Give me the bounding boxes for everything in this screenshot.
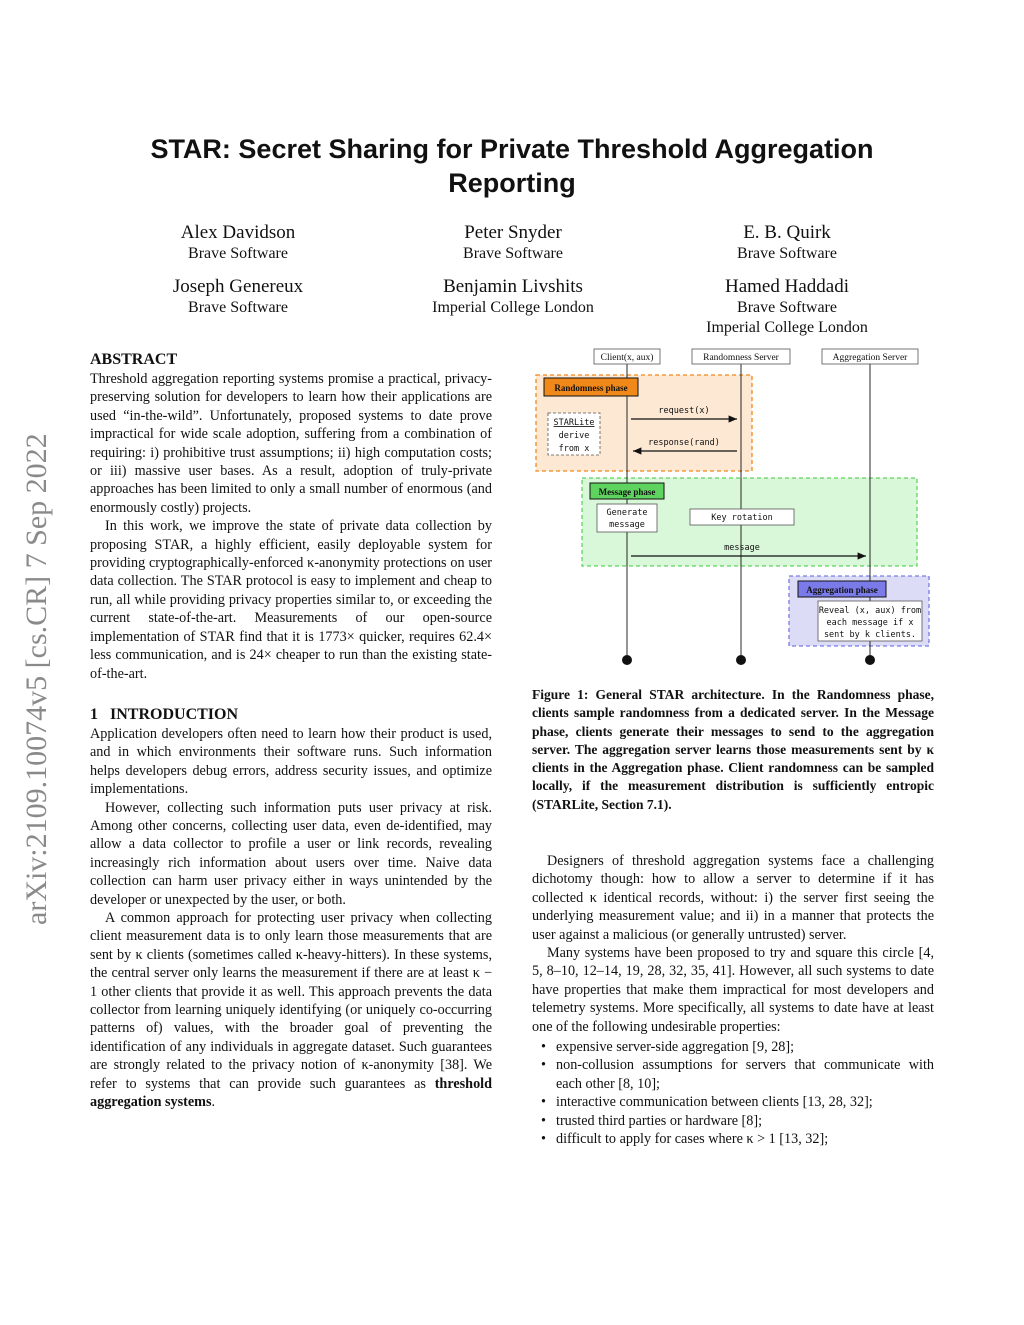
generate-label-2: message — [609, 520, 645, 530]
author-affiliation-2: Imperial College London — [706, 319, 868, 336]
aggregation-server-actor: Aggregation Server — [832, 353, 908, 363]
list-item: • trusted third parties or hardware [8]; — [556, 1112, 934, 1130]
body-paragraph: Designers of threshold aggregation systems face a challenging dichotomy though: how to allow a server to determine if it has collected κ identical records, without: i) the server first seeing the underlying measurement value; and ii) in a manner that protects the user against a malicious (or generally untrusted) server. — [532, 853, 934, 943]
client-actor: Client(x, aux) — [600, 353, 654, 363]
list-item: • difficult to apply for cases where κ > 1 [13, 32]; — [556, 1130, 934, 1148]
title-line-1: STAR: Secret Sharing for Private Threshold Aggregation — [150, 134, 874, 164]
figure-1-caption: Figure 1: General STAR architecture. In the Randomness phase, clients sample randomness from a dedicated server. In the Message phase, clients generate their messages to send to the aggregation server. The aggregation server learns those measurements sent by κ clients in the Aggregation phase. Client randomness can be sampled locally, if the measurement distribution is sufficiently entropic (STARLite, Section 7.1). — [532, 687, 934, 812]
reveal-label-1: Reveal (x, aux) from — [818, 606, 922, 616]
figure-1-diagram — [530, 344, 940, 674]
list-item: • expensive server-side aggregation [9, 28]; — [556, 1038, 934, 1056]
properties-list — [532, 1038, 934, 1148]
message-phase-label: Message phase — [598, 487, 656, 497]
list-item: • interactive communication between clients [13, 28, 32]; — [556, 1093, 934, 1111]
author-name: Joseph Genereux — [172, 276, 304, 297]
author-name: Hamed Haddadi — [725, 276, 849, 297]
randomness-phase-label: Randomness phase — [554, 383, 628, 393]
aggregation-server-end-dot — [865, 655, 875, 665]
intro-p3-bold: threshold aggregation systems — [90, 1075, 492, 1111]
intro-p3-text: A common approach for protecting user privacy when collecting client measurement data is to only learn those measurements that are sent by κ clients (sometimes called κ-heavy-hitters). In these systems, the central server only learns the measurement if there are at least κ − 1 other clients that provide it as well. This approach prevents the data collector from learning uniquely identifying (or uniquely co-occurring patterns of) values, with the broader goal of preventing the identification of any individuals in aggregate dataset. Such guarantees are strongly related to the privacy notion of κ-anonymity [38]. We refer to systems that can provide such guarantees as — [90, 909, 492, 1092]
intro-paragraph-3 — [90, 909, 492, 1111]
intro-paragraph: Application developers often need to learn how their product is used, and in which environments their software runs. Such information helps developers debug errors, address security issues, and optimize implementations. — [90, 725, 492, 798]
author-name: Benjamin Livshits — [443, 276, 583, 297]
client-end-dot — [622, 655, 632, 665]
abstract-paragraph: Threshold aggregation reporting systems promise a practical, privacy-preserving solution for developers to learn how their applications are used “in-the-wild”. Unfortunately, proposed systems to date prove impractical for wide scale adoption, suffering from a combination of requiring: i) prohibitive trust assumptions; ii) high computation costs; or iii) massive user bases. As a result, adoption of truly-private approaches has been limited to only a small number of enormous (and enormously costly) projects. — [90, 371, 492, 516]
left-column — [90, 350, 492, 1111]
arxiv-identifier — [14, 360, 58, 930]
author-affiliation: Brave Software — [188, 245, 288, 262]
author-block — [118, 276, 358, 318]
reveal-label-3: sent by k clients. — [823, 630, 917, 640]
author-block — [667, 222, 907, 264]
randomness-server-actor: Randomness Server — [703, 353, 779, 363]
intro-paragraph: However, collecting such information puts user privacy at risk. Among other concerns, collecting user data, even de-identified, may allow a data collector to profile a user or link records, revealing increasingly rich information about users over time. Naive data collection can harm user privacy either in ways unintended by the developer or unexpected by the user, or both. — [90, 799, 492, 908]
generate-label-1: Generate — [606, 508, 648, 518]
starlite-label-3: from x — [558, 444, 590, 454]
introduction-heading: 1 INTRODUCTION — [90, 705, 239, 723]
author-block — [118, 222, 358, 264]
author-name: E. B. Quirk — [743, 222, 831, 243]
arxiv-id-text: arXiv:2109.10074v5 [cs.CR] 7 Sep 2022 — [20, 433, 53, 925]
author-block — [393, 276, 633, 318]
aggregation-phase-label: Aggregation phase — [806, 585, 878, 595]
title-line-2: Reporting — [448, 168, 576, 198]
reveal-label-2: each message if x — [826, 618, 914, 628]
body-paragraph: Many systems have been proposed to try and square this circle [4, 5, 8–10, 12–14, 19, 28, 32, 35, 41]. However, all such systems to date have properties that make them impractical for most developers and telemetry systems. More specifically, all systems to date have at least one of the following undesirable properties: — [532, 945, 934, 1035]
author-affiliation: Brave Software — [737, 299, 837, 316]
author-affiliation: Brave Software — [737, 245, 837, 262]
author-block — [667, 276, 907, 338]
author-name: Alex Davidson — [180, 222, 296, 243]
right-column — [532, 852, 934, 1149]
author-affiliation: Brave Software — [188, 299, 288, 316]
starlite-label-1: STARLite — [553, 418, 595, 428]
starlite-label-2: derive — [558, 431, 590, 441]
author-block — [393, 222, 633, 264]
paper-title — [100, 132, 924, 200]
randomness-server-end-dot — [736, 655, 746, 665]
request-label: request(x) — [658, 406, 710, 416]
author-affiliation: Brave Software — [463, 245, 563, 262]
author-name: Peter Snyder — [464, 222, 562, 243]
intro-p3-end: . — [211, 1094, 216, 1111]
response-label: response(rand) — [648, 438, 720, 448]
abstract-heading: ABSTRACT — [90, 351, 178, 368]
author-affiliation: Imperial College London — [432, 299, 594, 316]
abstract-paragraph: In this work, we improve the state of private data collection by proposing STAR, a highly efficient, easily deployable system for providing cryptographically-enforced κ-anonymity protections on user data collection. The STAR protocol is easy to implement and cheap to run, all while providing privacy properties similar to, or exceeding the current state-of-the-art. Measurements of our open-source implementation of STAR find that it is 1773× quicker, requires 62.4× less communication, and is 24× cheaper to run than the existing state-of-the-art. — [90, 518, 492, 682]
list-item: • non-collusion assumptions for servers that communicate with each other [8, 10]; — [556, 1056, 934, 1093]
message-label: message — [724, 543, 760, 553]
key-rotation-label: Key rotation — [711, 513, 773, 523]
